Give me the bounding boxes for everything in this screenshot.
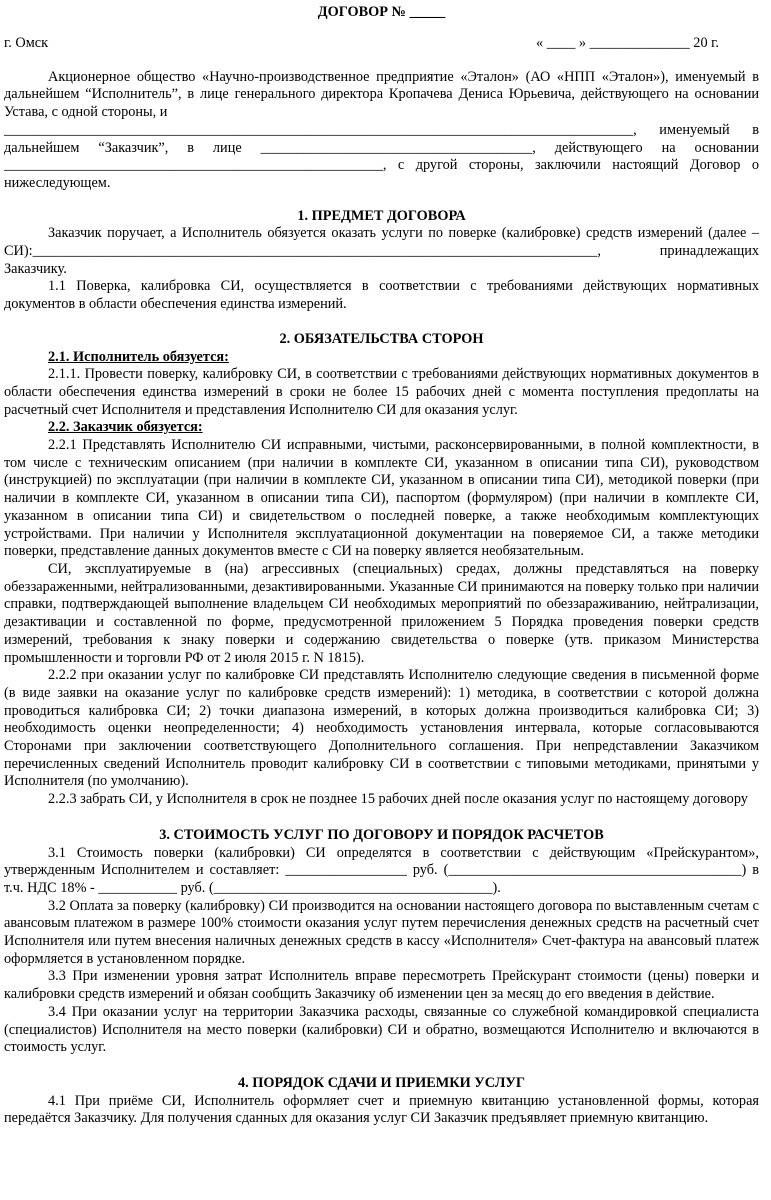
city: г. Омск bbox=[4, 34, 49, 51]
section-heading: 3. СТОИМОСТЬ УСЛУГ ПО ДОГОВОРУ И ПОРЯДОК РАСЧЕТОВ bbox=[159, 826, 604, 843]
paragraph: 2.2.3 забрать СИ, у Исполнителя в срок не позднее 15 рабочих дней после оказания услуг по настоящему договору bbox=[48, 791, 748, 808]
section-heading: 4. ПОРЯДОК СДАЧИ И ПРИЕМКИ УСЛУГ bbox=[237, 1074, 526, 1091]
subsection-heading: 2.2. Заказчик обязуется: bbox=[48, 419, 203, 436]
paragraph: 2.2.2 при оказании услуг по калибровке СИ представлять Исполнителю следующие сведения в письменной форме (в виде заявки на оказание услуг по калибровке средств измерений): 1) методика, в соответствии с которой должна проводиться калибровка СИ; 2) точки диапазона измерений, в которых должна производиться калибровка СИ; 3) необходимость оценки неопределенности; 4) необходимость установления интервала, которые согласовываются Сторонами при заключении соответствующего Дополнительного соглашения. При непредставлении Заказчиком перечисленных сведений Исполнитель проводит калибровку СИ в соответствии с типовыми методиками, принятыми у Исполнителя (по умолчанию). bbox=[4, 667, 759, 790]
section-heading: 2. ОБЯЗАТЕЛЬСТВА СТОРОН bbox=[279, 330, 484, 347]
contract-date: « ____ » ______________ 20 г. bbox=[536, 34, 719, 51]
paragraph: 1.1 Поверка, калибровка СИ, осуществляется в соответствии с требованиями действующих нормативных документов в области обеспечения единства измерений. bbox=[4, 278, 759, 313]
intro-paragraph: Акционерное общество «Научно-производственное предприятие «Эталон» (АО «НПП «Эталон»), именуемый в дальнейшем “Исполнитель”, в лице генерального директора Кропачева Дениса Юрьевича, действующего на основании Устава, с одной стороны, и bbox=[4, 68, 759, 121]
document-title: ДОГОВОР № _____ bbox=[317, 4, 446, 20]
paragraph: 3.2 Оплата за поверку (калибровку) СИ производится на основании настоящего договора по выставленным счетам с авансовым платежом в размере 100% стоимости оказания услуг путем перечисления денежных средств на расчетный счет Исполнителя или путем внесения наличных денежных средств в кассу «Исполнителя» Счет-фактура на авансовый платеж оформляется в установленном порядке. bbox=[4, 897, 759, 967]
section-heading: 1. ПРЕДМЕТ ДОГОВОРА bbox=[297, 207, 466, 224]
intro-paragraph-customer: ________________________________________________________________________________________, именуемый в дальнейшем “Заказчик”, в лице ______________________________________, действующего на основании _____________________________________________________, с другой стороны, заключили настоящий Договор о нижеследующем. bbox=[4, 121, 759, 191]
paragraph: 4.1 При приёме СИ, Исполнитель оформляет счет и приемную квитанцию установленной формы, которая передаётся Заказчику. Для получения сданных для оказания услуг СИ Заказчик предъявляет приемную квитанцию. bbox=[4, 1092, 759, 1127]
paragraph: 3.1 Стоимость поверки (калибровки) СИ определятся в соответствии с действующим «Прейскурантом», утвержденным Исполнителем и составляет: _________________ руб. (_________________________________________) в т.ч. НДС 18% - ___________ руб. (_______________________________________). bbox=[4, 844, 759, 896]
subsection-heading: 2.1. Исполнитель обязуется: bbox=[48, 348, 229, 365]
paragraph: Заказчик поручает, а Исполнитель обязуется оказать услуги по поверке (калибровке) средств измерений (далее – СИ):_______________________________________________________________________________, принадлежащих Заказчику. bbox=[4, 225, 759, 277]
paragraph: 2.2.1 Представлять Исполнителю СИ исправными, чистыми, расконсервированными, в полной комплектности, в том числе с техническим описанием (при наличии в комплекте СИ, указанном в описании типа СИ), руководством (инструкцией) по эксплуатации (при наличии в комплекте СИ, указанном в описании типа СИ), методикой поверки (при наличии в комплекте СИ, указанном в описании типа СИ), паспортом (формуляром) (при наличии в комплекте СИ, указанном в описании типа СИ) и свидетельством о последней поверке, а также необходимым комплектующих устройствами. При наличии у Исполнителя эксплуатационной документации на поверяемое СИ, а также методики поверки, представление данных документов вместе с СИ на поверку является необязательным. bbox=[4, 437, 759, 560]
paragraph: 2.1.1. Провести поверку, калибровку СИ, в соответствии с требованиями действующих нормативных документов в области обеспечения единства измерений в сроки не более 15 рабочих дней с момента поступления предоплаты на расчетный счет Исполнителя и представления Исполнителю СИ для оказания услуг. bbox=[4, 366, 759, 418]
paragraph: 3.4 При оказании услуг на территории Заказчика расходы, связанные со служебной командировкой специалиста (специалистов) Исполнителя на место поверки (калибровки) СИ и обратно, возмещаются Исполнителю и включаются в стоимость услуг. bbox=[4, 1003, 759, 1056]
paragraph: 3.3 При изменении уровня затрат Исполнитель вправе пересмотреть Прейскурант стоимости (цены) поверки и калибровки средств измерений и обязан сообщить Заказчику об изменении цен за месяц до его введения в действие. bbox=[4, 968, 759, 1003]
place-date-line bbox=[4, 35, 759, 53]
paragraph: СИ, эксплуатируемые в (на) агрессивных (специальных) средах, должны представляться на поверку обеззараженными, нейтрализованными, дезактивированными. Указанные СИ принимаются на поверку только при наличии справки, подтверждающей выполнение владельцем СИ необходимых мероприятий по обеззараживанию, нейтрализации, дезактивации и составленной по форме, предусмотренной приложением 5 Порядка проведения поверки средств измерений, требования к знаку поверки и содержанию свидетельства о поверке (утв. приказом Министерства промышленности и торговли РФ от 2 июля 2015 г. N 1815). bbox=[4, 560, 759, 666]
